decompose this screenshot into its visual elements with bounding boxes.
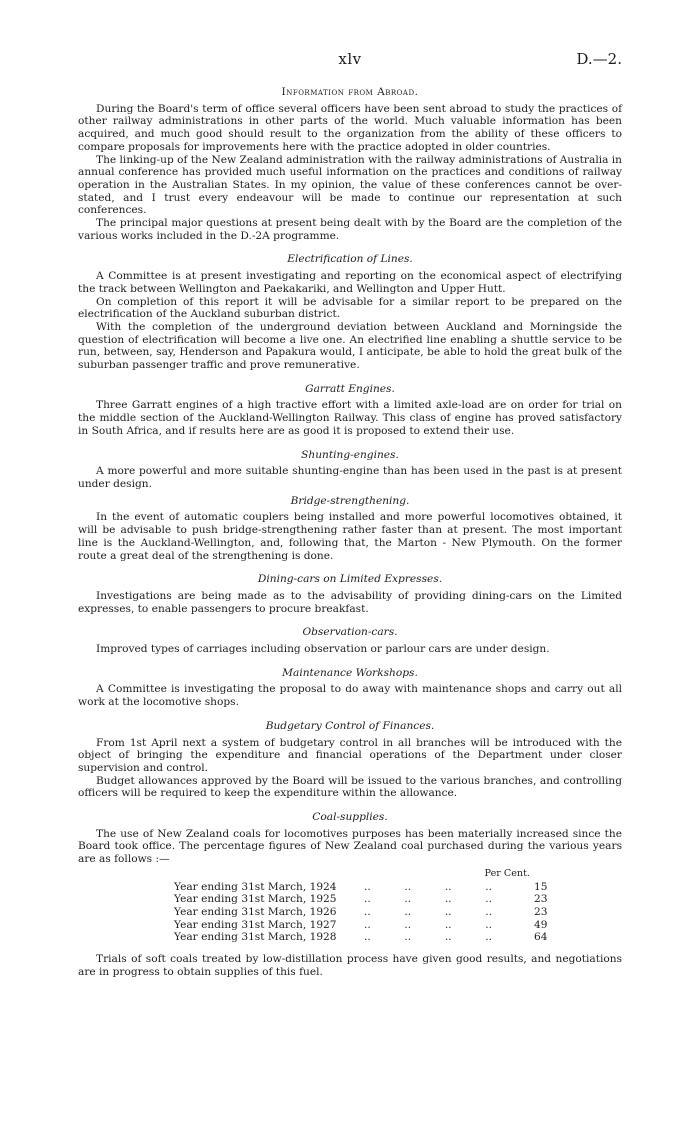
heading-budgetary-control: Budgetary Control of Finances. [265,719,435,732]
dot-leaders: .. .. .. .. [364,905,492,918]
heading-coal-supplies: Coal-supplies. [312,811,388,824]
heading-observation-cars: Observation-cars. [302,626,398,639]
paragraph: A Committee is at present investigating and reporting on the economical aspect of electrifying the track between Wellington and Paekakariki, and Wellington and Upper Hutt. [78,270,622,295]
row-value: 49 [534,918,548,931]
paragraph: In the event of automatic couplers being installed and more powerful locomotives obtained, it will be advisable to push bridge-strengthening rather faster than at present. The most important line is the Auckland-Wellington, and, following that, the Marton - New Plymouth. On the former route a great deal of the strengthening is done. [78,511,622,562]
paragraph: A Committee is investigating the proposal to do away with maintenance shops and carry out all work at the locomotive shops. [78,683,622,709]
heading-maintenance-workshops: Maintenance Workshops. [282,666,418,679]
paragraph: Three Garratt engines of a high tractive effort with a limited axle-load are on order for trial on the middle section of the Auckland-Wellington Railway. This class of engine has proved satisfactory in South Africa, and if results here are as good it is proposed to extend their use. [78,399,622,437]
table-header-per-cent: Per Cent. [484,867,530,879]
page-content [78,86,622,978]
row-value: 23 [534,905,548,918]
heading-bridge-strengthening: Bridge-strengthening. [290,494,410,507]
heading-garratt-engines: Garratt Engines. [305,382,395,395]
dot-leaders: .. .. .. .. [364,918,492,931]
row-label: Year ending 31st March, 1925 [174,893,337,906]
heading-shunting-engines: Shunting-engines. [301,448,399,461]
paragraph: Improved types of carriages including observation or parlour cars are under design. [96,643,550,656]
table-row [174,931,634,944]
table-row [174,906,634,919]
heading-dining-cars: Dining-cars on Limited Expresses. [257,573,443,586]
dot-leaders: .. .. .. .. [364,931,492,944]
row-label: Year ending 31st March, 1924 [174,880,337,893]
page-folio: xlv [338,50,362,68]
paragraph: From 1st April next a system of budgetary control in all branches will be introduced with the object of bringing the expenditure and financial operations of the Department under closer supervision and control. [78,736,622,774]
paragraph: The principal major questions at present being dealt with by the Board are the completion of the various works included in the D.-2A programme. [78,217,622,242]
paragraph: With the completion of the underground deviation between Auckland and Morningside the question of electrification will become a live one. An electrified line enabling a shuttle service to be run, between, say, Henderson and Papakura would, I anticipate, be able to hold the great bulk of the suburban passenger traffic and prove remunerative. [78,320,622,372]
paragraph: Investigations are being made as to the advisability of providing dining-cars on the Limited expresses, to enable passengers to procure breakfast. [78,589,622,615]
table-row [174,881,634,894]
table-row [174,893,634,906]
row-value: 23 [534,893,548,906]
dot-leaders: .. .. .. .. [364,880,492,893]
row-label: Year ending 31st March, 1926 [174,905,337,918]
row-value: 64 [534,931,548,944]
paragraph: Trials of soft coals treated by low-distillation process have given good results, and negotiations are in progress to obtain supplies of this fuel. [78,953,622,978]
coal-percentage-table [78,881,622,945]
paragraph: The use of New Zealand coals for locomotives purposes has been materially increased since the Board took office. The percentage figures of New Zealand coal purchased during the various years are as follows :— [78,827,622,866]
paragraph: A more powerful and more suitable shunting-engine than has been used in the past is at present under design. [78,465,622,490]
table-row [174,919,634,932]
heading-information-from-abroad: Information from Abroad. [281,86,419,98]
heading-electrification: Electrification of Lines. [287,253,413,266]
paragraph: During the Board's term of office several officers have been sent abroad to study the practices of other railway administrations in other parts of the world. Much valuable information has been acquired, and much good should result to the organization from the ability of these officers to compare proposals for improvements here with the practice adopted in older countries. [78,102,622,153]
paragraph: On completion of this report it will be advisable for a similar report to be prepared on the electrification of the Auckland suburban district. [78,295,622,321]
paragraph: Budget allowances approved by the Board will be issued to the various branches, and controlling officers will be required to keep the expenditure within the allowance. [78,774,622,800]
row-label: Year ending 31st March, 1928 [174,931,337,944]
dot-leaders: .. .. .. .. [364,893,492,906]
row-value: 15 [534,880,548,893]
row-label: Year ending 31st March, 1927 [174,918,337,931]
paper-id: D.—2. [576,50,622,68]
paragraph: The linking-up of the New Zealand administration with the railway administrations of Australia in annual conference has provided much useful information on the practices and conditions of railway operation in the Australian States. In my opinion, the value of these conferences cannot be over-stated, and I trust every endeavour will be made to continue our representation at such conferences. [78,153,622,217]
